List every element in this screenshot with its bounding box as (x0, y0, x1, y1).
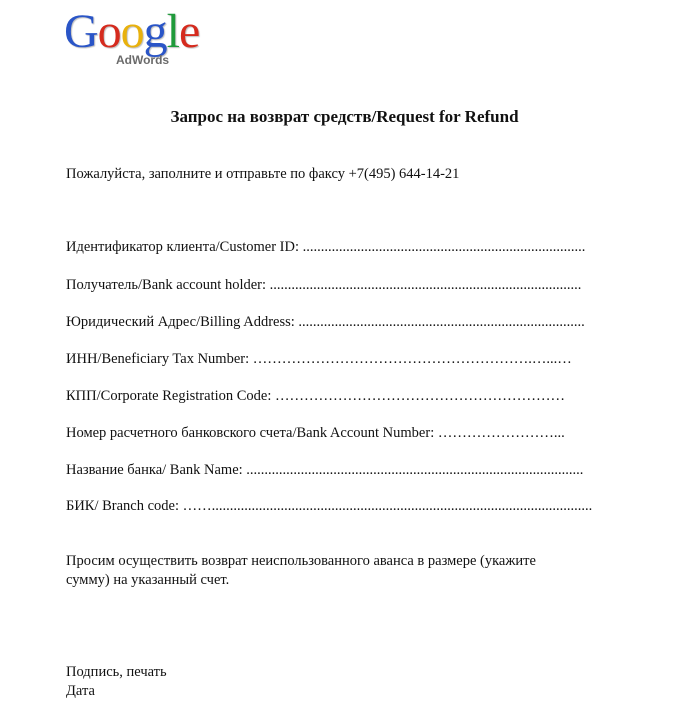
page-title: Запрос на возврат средств/Request for Refund (170, 107, 519, 126)
logo-letter-o1: o (97, 5, 121, 58)
bank-name-field: Название банка/ Bank Name: ............................................................................................. (66, 462, 584, 478)
refund-request-line-2: сумму) на указанный счет. (66, 572, 230, 588)
logo-letter-g1: G (64, 5, 98, 58)
signature-label: Подпись, печать (66, 664, 167, 680)
fax-instruction: Пожалуйста, заполните и отправьте по факсу +7(495) 644-14-21 (66, 166, 460, 182)
logo-letter-e: e (179, 5, 200, 58)
branch-code-field: БИК/ Branch code: ……......................................................................................................... (66, 498, 593, 514)
registration-code-field: КПП/Corporate Registration Code: …………………………………………………… (66, 388, 566, 404)
refund-request-line-1: Просим осуществить возврат неиспользованного аванса в размере (укажите (66, 553, 536, 569)
bank-account-number-field: Номер расчетного банковского счета/Bank Account Number: ……………………... (66, 425, 565, 441)
bank-account-holder-field: Получатель/Bank account holder: ...................................................................................... (66, 277, 582, 293)
logo-letter-g2: g (143, 5, 167, 58)
logo-letter-l: l (166, 5, 180, 58)
customer-id-field: Идентификатор клиента/Customer ID: .............................................................................. (66, 239, 586, 255)
google-logo-word (64, 5, 200, 58)
adwords-label: AdWords (116, 53, 170, 67)
date-label: Дата (66, 683, 95, 699)
billing-address-field: Юридический Адрес/Billing Address: ............................................................................... (66, 314, 585, 330)
logo-letter-o2: o (120, 5, 144, 58)
refund-request-paragraph (66, 552, 536, 590)
google-adwords-logo (64, 5, 224, 68)
tax-number-field: ИНН/Beneficiary Tax Number: ………………………………………………….…...… (66, 351, 572, 367)
